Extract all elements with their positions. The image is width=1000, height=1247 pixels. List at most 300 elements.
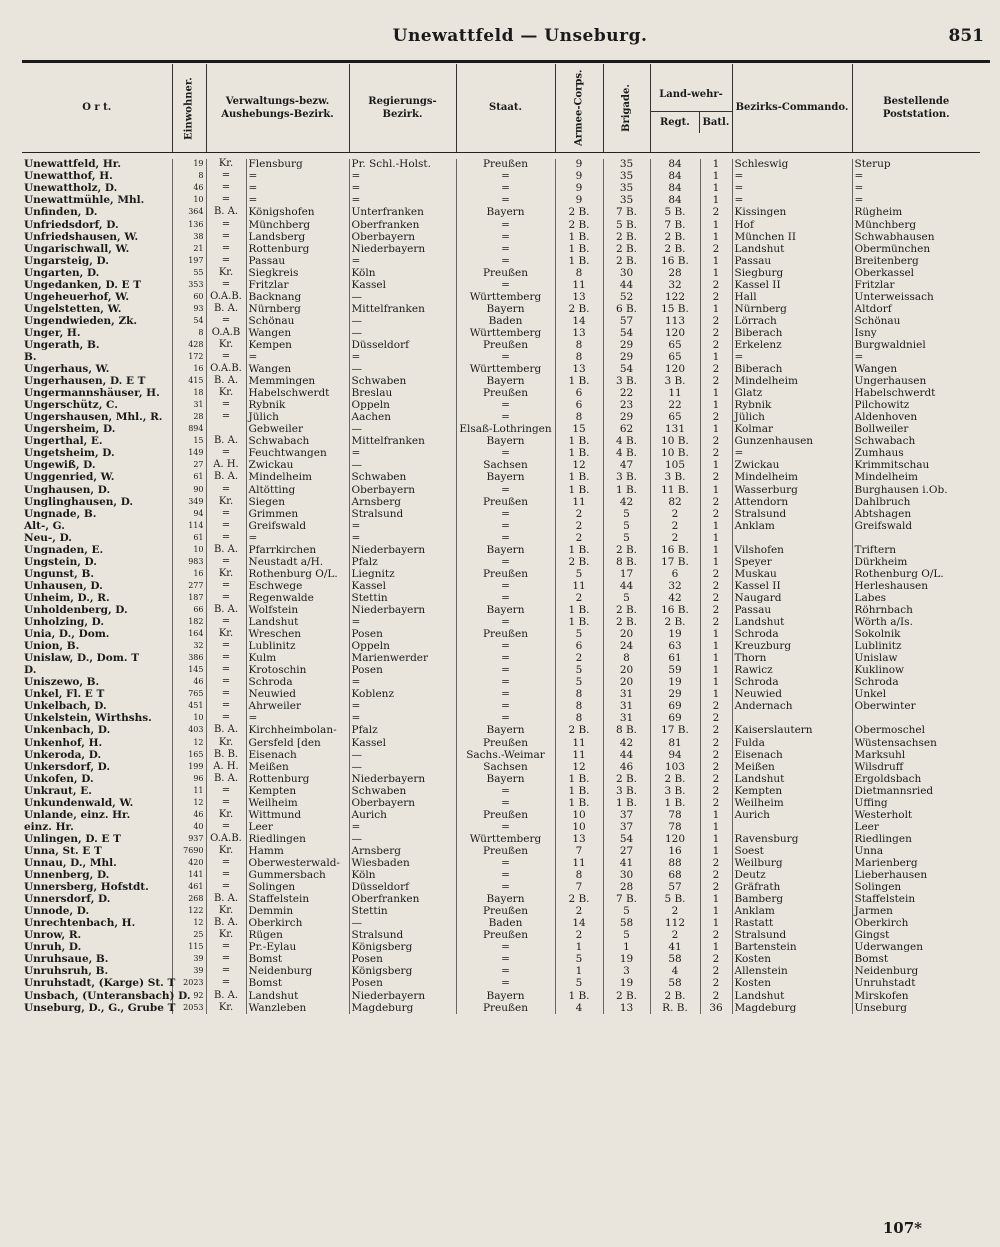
signature-mark: 107*	[882, 1219, 922, 1237]
col-verwaltung: Verwaltungs-bezw. Aushebungs-Bezirk.	[206, 64, 349, 152]
state-cell: Bayern	[456, 725, 555, 737]
brigade-cell: 44	[603, 749, 650, 761]
col-post: Bestellende Poststation.	[852, 64, 980, 152]
regierungsbezirk-cell: Posen	[349, 628, 456, 640]
place-name-cell: Unkenhof, H.	[24, 736, 103, 749]
brigade-cell: 2 B.	[603, 243, 650, 255]
brigade-cell: 54	[603, 363, 650, 375]
brigade-cell: 5	[603, 520, 650, 532]
district-name-cell: Bomst	[246, 954, 349, 966]
army-corps-cell: 10	[555, 821, 603, 833]
place-name-cell: Ungerhausen, D. E T	[24, 375, 146, 388]
battalion-cell: 1	[700, 171, 732, 183]
battalion-cell: 2	[700, 315, 732, 327]
bezirks-commando-cell: Kassel II	[732, 580, 852, 592]
brigade-cell: 4 B.	[603, 436, 650, 448]
state-cell: =	[456, 942, 555, 954]
army-corps-cell: 6	[555, 387, 603, 399]
regierungsbezirk-cell: Posen	[349, 978, 456, 990]
inhabitants-cell: 268	[172, 893, 206, 905]
battalion-cell: 2	[700, 375, 732, 387]
table-row	[22, 436, 980, 448]
inhabitants-cell: 937	[172, 833, 206, 845]
regierungsbezirk-cell: =	[349, 677, 456, 689]
battalion-cell: 2	[700, 869, 732, 881]
bezirks-commando-cell: Neuwied	[732, 689, 852, 701]
brigade-cell: 1	[603, 942, 650, 954]
running-title: Unewattfeld — Unseburg.	[392, 26, 648, 46]
place-name-cell: Unholdenberg, D.	[24, 604, 128, 616]
regierungsbezirk-cell: —	[349, 749, 456, 761]
brigade-cell: 8	[603, 652, 650, 664]
bezirks-commando-cell: Landshut	[732, 990, 852, 1002]
state-cell: =	[456, 689, 555, 701]
inhabitants-cell: 136	[172, 219, 206, 231]
district-type-cell: =	[206, 701, 246, 713]
regierungsbezirk-cell: =	[349, 351, 456, 363]
table-row	[22, 701, 980, 713]
place-name-cell: Unewatthof, H.	[24, 170, 113, 183]
district-name-cell: Rothenburg O/L.	[246, 568, 349, 580]
district-type-cell: =	[206, 508, 246, 520]
regierungsbezirk-cell: Koblenz	[349, 689, 456, 701]
battalion-cell: 2	[700, 472, 732, 484]
district-type-cell: =	[206, 580, 246, 592]
district-name-cell: Neustadt a/H.	[246, 556, 349, 568]
battalion-cell: 1	[700, 809, 732, 821]
battalion-cell: 1	[700, 893, 732, 905]
battalion-cell: 1	[700, 628, 732, 640]
state-cell: =	[456, 219, 555, 231]
army-corps-cell: 2	[555, 905, 603, 917]
army-corps-cell: 1 B.	[555, 255, 603, 267]
bezirks-commando-cell: Kaiserslautern	[732, 725, 852, 737]
post-station-cell: Wüstensachsen	[852, 737, 980, 749]
place-name-cell: Ungeheuerhof, W.	[24, 290, 130, 303]
army-corps-cell: 2 B.	[555, 207, 603, 219]
place-name-cell: Unrow, R.	[24, 929, 82, 942]
brigade-cell: 30	[603, 267, 650, 279]
army-corps-cell: 1 B.	[555, 448, 603, 460]
table-row	[22, 713, 980, 725]
army-corps-cell: 12	[555, 761, 603, 773]
place-name-cell: Unkelstein, Wirthshs.	[24, 712, 152, 725]
regiment-cell: 58	[650, 978, 700, 990]
battalion-cell: 1	[700, 845, 732, 857]
place-name-cell: Unkenbach, D.	[24, 724, 111, 737]
army-corps-cell: 1 B.	[555, 785, 603, 797]
post-station-cell: Triftern	[852, 544, 980, 556]
regiment-cell: 57	[650, 881, 700, 893]
inhabitants-cell: 364	[172, 207, 206, 219]
state-cell: Württemberg	[456, 363, 555, 375]
district-name-cell: Gebweiler	[246, 424, 349, 436]
table-row	[22, 159, 980, 171]
place-name-cell: Unewattmühle, Mhl.	[24, 194, 145, 207]
state-cell: Preußen	[456, 267, 555, 279]
district-type-cell: =	[206, 664, 246, 676]
state-cell: Bayern	[456, 773, 555, 785]
regierungsbezirk-cell: Oberbayern	[349, 484, 456, 496]
place-name-cell: Unrechtenbach, H.	[24, 917, 136, 930]
table-row	[22, 773, 980, 785]
inhabitants-cell: 8	[172, 171, 206, 183]
table-row	[22, 725, 980, 737]
army-corps-cell: 1 B.	[555, 436, 603, 448]
post-station-cell: Greifswald	[852, 520, 980, 532]
district-name-cell: Wolfstein	[246, 604, 349, 616]
post-station-cell: =	[852, 183, 980, 195]
brigade-cell: 29	[603, 411, 650, 423]
table-row	[22, 869, 980, 881]
bezirks-commando-cell: Stralsund	[732, 930, 852, 942]
state-cell: =	[456, 664, 555, 676]
table-row	[22, 171, 980, 183]
state-cell: Bayern	[456, 604, 555, 616]
place-name-cell: Unnenberg, D.	[24, 869, 110, 882]
district-name-cell: Wanzleben	[246, 1002, 349, 1014]
inhabitants-cell: 54	[172, 315, 206, 327]
inhabitants-cell: 92	[172, 990, 206, 1002]
battalion-cell: 1	[700, 159, 732, 171]
regiment-cell: 59	[650, 664, 700, 676]
inhabitants-cell: 353	[172, 279, 206, 291]
battalion-cell: 1	[700, 664, 732, 676]
district-name-cell: Wreschen	[246, 628, 349, 640]
regiment-cell: 65	[650, 411, 700, 423]
place-name-cell: Unseburg, D., G., Grube T	[24, 1001, 176, 1014]
bezirks-commando-cell: Schroda	[732, 677, 852, 689]
post-station-cell: =	[852, 171, 980, 183]
army-corps-cell: 13	[555, 327, 603, 339]
regierungsbezirk-cell: —	[349, 833, 456, 845]
post-station-cell: Dietmannsried	[852, 785, 980, 797]
inhabitants-cell: 164	[172, 628, 206, 640]
bezirks-commando-cell: Fulda	[732, 737, 852, 749]
inhabitants-cell: 16	[172, 363, 206, 375]
inhabitants-cell: 277	[172, 580, 206, 592]
district-name-cell: =	[246, 195, 349, 207]
district-type-cell: =	[206, 978, 246, 990]
brigade-cell: 5	[603, 930, 650, 942]
state-cell: Baden	[456, 917, 555, 929]
district-name-cell: Backnang	[246, 291, 349, 303]
inhabitants-cell: 199	[172, 761, 206, 773]
table-row	[22, 231, 980, 243]
place-name-cell: Alt-, G.	[24, 519, 65, 532]
army-corps-cell: 1 B.	[555, 990, 603, 1002]
district-name-cell: Kempen	[246, 339, 349, 351]
district-name-cell: Pr.-Eylau	[246, 942, 349, 954]
brigade-cell: 3 B.	[603, 785, 650, 797]
state-cell: =	[456, 411, 555, 423]
inhabitants-cell: 461	[172, 881, 206, 893]
table-row	[22, 399, 980, 411]
post-station-cell: Dahlbruch	[852, 496, 980, 508]
bezirks-commando-cell: Gräfrath	[732, 881, 852, 893]
army-corps-cell: 12	[555, 460, 603, 472]
brigade-cell: 5 B.	[603, 219, 650, 231]
regierungsbezirk-cell: —	[349, 315, 456, 327]
inhabitants-cell: 93	[172, 303, 206, 315]
table-row	[22, 375, 980, 387]
table-row	[22, 243, 980, 255]
post-station-cell: Unkel	[852, 689, 980, 701]
district-name-cell: Königshofen	[246, 207, 349, 219]
inhabitants-cell: 182	[172, 616, 206, 628]
regiment-cell: 120	[650, 833, 700, 845]
post-station-cell: =	[852, 351, 980, 363]
regierungsbezirk-cell: Oberbayern	[349, 797, 456, 809]
post-station-cell: Marksuhl	[852, 749, 980, 761]
battalion-cell: 2	[700, 773, 732, 785]
state-cell: Bayern	[456, 207, 555, 219]
post-station-cell: Unruhstadt	[852, 978, 980, 990]
district-type-cell: =	[206, 616, 246, 628]
place-name-cell: Uniszewo, B.	[24, 676, 100, 689]
state-cell: =	[456, 195, 555, 207]
post-station-cell: Bollweiler	[852, 424, 980, 436]
brigade-cell: 31	[603, 713, 650, 725]
district-name-cell: Neidenburg	[246, 966, 349, 978]
regiment-cell: 16	[650, 845, 700, 857]
regierungsbezirk-cell: Posen	[349, 664, 456, 676]
district-name-cell: Solingen	[246, 881, 349, 893]
table-row	[22, 580, 980, 592]
post-station-cell: =	[852, 195, 980, 207]
bezirks-commando-cell: Eisenach	[732, 749, 852, 761]
regiment-cell: 16 B.	[650, 255, 700, 267]
district-name-cell: Pfarrkirchen	[246, 544, 349, 556]
district-type-cell: =	[206, 195, 246, 207]
post-station-cell: Krimmitschau	[852, 460, 980, 472]
bezirks-commando-cell: Rastatt	[732, 917, 852, 929]
regiment-cell: 29	[650, 689, 700, 701]
regiment-cell: 120	[650, 327, 700, 339]
post-station-cell: Herleshausen	[852, 580, 980, 592]
inhabitants-cell: 46	[172, 677, 206, 689]
inhabitants-cell: 386	[172, 652, 206, 664]
inhabitants-cell: 765	[172, 689, 206, 701]
district-name-cell: Nürnberg	[246, 303, 349, 315]
post-station-cell: Wilsdruff	[852, 761, 980, 773]
post-station-cell: Unseburg	[852, 1002, 980, 1014]
regiment-cell: 15 B.	[650, 303, 700, 315]
post-station-cell: Münchberg	[852, 219, 980, 231]
brigade-cell: 5	[603, 532, 650, 544]
battalion-cell: 2	[700, 604, 732, 616]
place-name-cell: Unkelbach, D.	[24, 700, 107, 713]
district-type-cell: =	[206, 689, 246, 701]
district-type-cell: =	[206, 243, 246, 255]
state-cell: =	[456, 351, 555, 363]
district-name-cell: Habelschwerdt	[246, 387, 349, 399]
inhabitants-cell: 38	[172, 231, 206, 243]
state-cell: Bayern	[456, 544, 555, 556]
army-corps-cell: 4	[555, 1002, 603, 1014]
regiment-cell: 6	[650, 568, 700, 580]
district-name-cell: Schroda	[246, 677, 349, 689]
district-type-cell: O.A.B.	[206, 291, 246, 303]
place-name-cell: D.	[24, 664, 37, 677]
state-cell: =	[456, 279, 555, 291]
army-corps-cell: 2 B.	[555, 556, 603, 568]
regiment-cell: 2	[650, 930, 700, 942]
table-row	[22, 990, 980, 1002]
army-corps-cell: 2	[555, 508, 603, 520]
table-row	[22, 303, 980, 315]
regierungsbezirk-cell: Schwaben	[349, 472, 456, 484]
regiment-cell: 84	[650, 171, 700, 183]
place-name-cell: Ungelstetten, W.	[24, 302, 122, 315]
bezirks-commando-cell: Vilshofen	[732, 544, 852, 556]
district-type-cell: =	[206, 652, 246, 664]
district-name-cell: Leer	[246, 821, 349, 833]
regierungsbezirk-cell: Marienwerder	[349, 652, 456, 664]
brigade-cell: 27	[603, 845, 650, 857]
state-cell: Bayern	[456, 436, 555, 448]
brigade-cell: 30	[603, 869, 650, 881]
district-type-cell: =	[206, 966, 246, 978]
battalion-cell: 2	[700, 737, 732, 749]
regierungsbezirk-cell: =	[349, 821, 456, 833]
place-name-cell: Union, B.	[24, 640, 80, 653]
state-cell: =	[456, 183, 555, 195]
table-row	[22, 520, 980, 532]
brigade-cell: 1 B.	[603, 484, 650, 496]
table-row	[22, 640, 980, 652]
place-name-cell: Ungetsheim, D.	[24, 447, 115, 460]
inhabitants-cell: 55	[172, 267, 206, 279]
army-corps-cell: 2 B.	[555, 303, 603, 315]
bezirks-commando-cell: Mindelheim	[732, 375, 852, 387]
regiment-cell: 68	[650, 869, 700, 881]
regiment-cell: 7 B.	[650, 219, 700, 231]
brigade-cell: 44	[603, 580, 650, 592]
state-cell: Sachs.-Weimar	[456, 749, 555, 761]
bezirks-commando-cell: Landshut	[732, 243, 852, 255]
regierungsbezirk-cell: =	[349, 448, 456, 460]
army-corps-cell: 1 B.	[555, 797, 603, 809]
table-row	[22, 689, 980, 701]
brigade-cell: 13	[603, 1002, 650, 1014]
col-ort: O r t.	[22, 64, 172, 152]
district-type-cell: A. H.	[206, 761, 246, 773]
post-station-cell: Leer	[852, 821, 980, 833]
bezirks-commando-cell: Hof	[732, 219, 852, 231]
state-cell: =	[456, 255, 555, 267]
table-row	[22, 604, 980, 616]
brigade-cell: 4 B.	[603, 448, 650, 460]
army-corps-cell: 14	[555, 315, 603, 327]
brigade-cell: 2 B.	[603, 544, 650, 556]
table-row	[22, 677, 980, 689]
army-corps-cell: 8	[555, 267, 603, 279]
table-row	[22, 219, 980, 231]
table-row	[22, 544, 980, 556]
district-name-cell: Hamm	[246, 845, 349, 857]
army-corps-cell: 11	[555, 496, 603, 508]
bezirks-commando-cell: München II	[732, 231, 852, 243]
district-name-cell: Neuwied	[246, 689, 349, 701]
bezirks-commando-cell: Kosten	[732, 954, 852, 966]
inhabitants-cell: 28	[172, 411, 206, 423]
bezirks-commando-cell: Erkelenz	[732, 339, 852, 351]
district-type-cell: Kr.	[206, 737, 246, 749]
post-station-cell: Schroda	[852, 677, 980, 689]
regiment-cell: 28	[650, 267, 700, 279]
brigade-cell: 24	[603, 640, 650, 652]
regierungsbezirk-cell: =	[349, 195, 456, 207]
bezirks-commando-cell: Passau	[732, 604, 852, 616]
battalion-cell: 2	[700, 592, 732, 604]
state-cell: =	[456, 448, 555, 460]
district-type-cell: =	[206, 881, 246, 893]
district-name-cell: Wittmund	[246, 809, 349, 821]
inhabitants-cell: 40	[172, 821, 206, 833]
regiment-cell: 78	[650, 821, 700, 833]
regierungsbezirk-cell: Mittelfranken	[349, 303, 456, 315]
brigade-cell: 2 B.	[603, 255, 650, 267]
post-station-cell: Obermünchen	[852, 243, 980, 255]
army-corps-cell: 11	[555, 580, 603, 592]
brigade-cell: 19	[603, 978, 650, 990]
regierungsbezirk-cell: Stettin	[349, 592, 456, 604]
post-station-cell: Aldenhoven	[852, 411, 980, 423]
table-row	[22, 664, 980, 676]
bezirks-commando-cell: Kassel II	[732, 279, 852, 291]
table-row	[22, 472, 980, 484]
army-corps-cell: 14	[555, 917, 603, 929]
district-type-cell: =	[206, 592, 246, 604]
place-name-cell: Unkraut, E.	[24, 784, 92, 797]
district-name-cell: Schwabach	[246, 436, 349, 448]
army-corps-cell: 5	[555, 664, 603, 676]
table-row	[22, 484, 980, 496]
district-name-cell: Zwickau	[246, 460, 349, 472]
post-station-cell: Jarmen	[852, 905, 980, 917]
battalion-cell: 2	[700, 930, 732, 942]
col-landwehr	[650, 64, 732, 152]
state-cell: Württemberg	[456, 291, 555, 303]
col-regierung: Regierungs-Bezirk.	[349, 64, 456, 152]
battalion-cell: 2	[700, 785, 732, 797]
district-name-cell: Demmin	[246, 905, 349, 917]
place-name-cell: Unna, St. E T	[24, 844, 102, 857]
regierungsbezirk-cell: Liegnitz	[349, 568, 456, 580]
brigade-cell: 37	[603, 821, 650, 833]
table-body	[22, 159, 980, 1014]
table-row	[22, 845, 980, 857]
battalion-cell: 2	[700, 580, 732, 592]
bezirks-commando-cell: Attendorn	[732, 496, 852, 508]
brigade-cell: 28	[603, 881, 650, 893]
regiment-cell: 2	[650, 520, 700, 532]
state-cell: Württemberg	[456, 833, 555, 845]
army-corps-cell: 2	[555, 520, 603, 532]
place-name-cell: Unislaw, D., Dom. T	[24, 652, 140, 665]
state-cell: Sachsen	[456, 761, 555, 773]
bezirks-commando-cell	[732, 713, 852, 725]
regiment-cell: 19	[650, 628, 700, 640]
table-row	[22, 424, 980, 436]
inhabitants-cell: 149	[172, 448, 206, 460]
table-row	[22, 942, 980, 954]
brigade-cell: 62	[603, 424, 650, 436]
regierungsbezirk-cell: Stralsund	[349, 930, 456, 942]
inhabitants-cell: 894	[172, 424, 206, 436]
post-station-cell: Uderwangen	[852, 942, 980, 954]
